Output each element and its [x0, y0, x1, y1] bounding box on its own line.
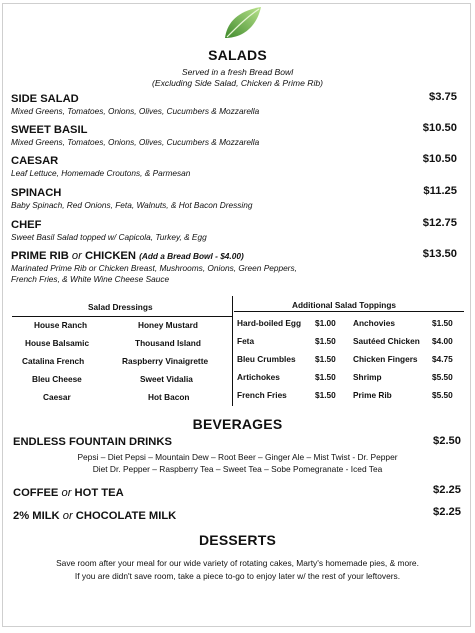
item-price: $3.75 — [429, 91, 457, 103]
topping-name: Chicken Fingers — [353, 354, 418, 364]
salads-subtitle-note: (Excluding Side Salad, Chicken & Prime Rib) — [152, 78, 323, 88]
coffee-price: $2.25 — [433, 484, 461, 496]
dressing-item: Catalina French — [22, 356, 85, 366]
topping-price: $1.50 — [315, 336, 336, 346]
milk-item — [13, 510, 176, 522]
topping-price: $1.50 — [315, 390, 336, 400]
item-desc: Leaf Lettuce, Homemade Croutons, & Parmesan — [11, 168, 191, 178]
item-price: $11.25 — [423, 185, 457, 197]
table-divider — [232, 296, 233, 406]
menu-item-sweet-basil — [11, 124, 463, 148]
desserts-line: If you are didn't save room, take a piece to-go to enjoy later w/ the rest of your leftovers. — [74, 571, 401, 581]
item-or: or — [71, 250, 82, 262]
coffee-or: or — [61, 487, 72, 499]
menu-item-prime-rib — [11, 250, 463, 284]
dressing-item: Bleu Cheese — [32, 374, 82, 384]
menu-item-caesar — [11, 155, 463, 179]
desserts-title: DESSERTS — [198, 532, 277, 548]
menu-item-spinach — [11, 187, 463, 211]
item-desc: Marinated Prime Rib or Chicken Breast, Mushrooms, Onions, Green Peppers, — [11, 263, 297, 273]
item-name-a: PRIME RIB — [11, 250, 69, 262]
item-price: $13.50 — [422, 248, 457, 260]
item-price: $10.50 — [422, 153, 457, 165]
topping-name: Sautéed Chicken — [353, 336, 420, 346]
leaf-icon — [221, 5, 263, 41]
dressing-item: Raspberry Vinaigrette — [122, 356, 209, 366]
toppings-rule — [234, 311, 464, 312]
fountain-drinks-price: $2.50 — [433, 435, 461, 447]
item-name: CHEF — [11, 219, 42, 231]
fountain-drinks-name: ENDLESS FOUNTAIN DRINKS — [13, 436, 172, 448]
topping-price: $4.75 — [432, 354, 453, 364]
drink-list-line: Pepsi – Diet Pepsi – Mountain Dew – Root Beer – Ginger Ale – Mist Twist - Dr. Pepper — [77, 452, 398, 462]
dressing-item: Thousand Island — [135, 338, 201, 348]
item-name: CAESAR — [11, 155, 59, 167]
dressing-item: Honey Mustard — [138, 320, 198, 330]
coffee-name: COFFEE — [13, 487, 59, 499]
item-desc: Mixed Greens, Tomatoes, Onions, Olives, Cucumbers & Mozzarella — [11, 106, 260, 116]
topping-price: $5.50 — [432, 372, 453, 382]
item-desc: Sweet Basil Salad topped w/ Capicola, Turkey, & Egg — [11, 232, 207, 242]
coffee-item — [13, 487, 124, 499]
toppings-header: Additional Salad Toppings — [292, 300, 397, 310]
topping-price: $1.00 — [315, 318, 336, 328]
dressing-item: Hot Bacon — [148, 392, 190, 402]
item-name: SIDE SALAD — [11, 93, 79, 105]
topping-price: $1.50 — [315, 354, 336, 364]
dressing-item: House Balsamic — [25, 338, 90, 348]
milk-name: 2% MILK — [13, 510, 60, 522]
topping-name: Feta — [237, 336, 255, 346]
item-name: SWEET BASIL — [11, 124, 88, 136]
topping-price: $1.50 — [315, 372, 336, 382]
topping-price: $4.00 — [432, 336, 453, 346]
dressings-header: Salad Dressings — [88, 302, 153, 312]
topping-price: $5.50 — [432, 390, 453, 400]
topping-name: Shrimp — [353, 372, 382, 382]
salads-title: SALADS — [208, 47, 267, 63]
topping-price: $1.50 — [432, 318, 453, 328]
dressing-item: House Ranch — [34, 320, 88, 330]
item-price: $12.75 — [422, 217, 457, 229]
menu-item-side-salad — [11, 93, 463, 117]
chocolate-milk-name: CHOCOLATE MILK — [75, 510, 177, 522]
topping-name: Anchovies — [353, 318, 395, 328]
topping-name: French Fries — [237, 390, 287, 400]
item-price: $10.50 — [422, 122, 457, 134]
item-desc: Baby Spinach, Red Onions, Feta, Walnuts, & Hot Bacon Dressing — [11, 200, 253, 210]
dressing-item: Sweet Vidalia — [140, 374, 193, 384]
milk-price: $2.25 — [433, 506, 461, 518]
item-name — [11, 250, 463, 263]
item-name-b: CHICKEN — [84, 250, 136, 262]
topping-name: Prime Rib — [353, 390, 392, 400]
drink-list-line: Diet Dr. Pepper – Raspberry Tea – Sweet Tea – Sobe Pomegranate - Iced Tea — [92, 464, 383, 474]
item-name: SPINACH — [11, 187, 62, 199]
beverages-title: BEVERAGES — [192, 416, 283, 432]
menu-item-chef — [11, 219, 463, 243]
item-desc: Mixed Greens, Tomatoes, Onions, Olives, Cucumbers & Mozzarella — [11, 137, 260, 147]
salads-subtitle: Served in a fresh Bread Bowl — [181, 67, 294, 77]
topping-name: Bleu Crumbles — [237, 354, 296, 364]
item-note: (Add a Bread Bowl - $4.00) — [139, 251, 244, 261]
topping-name: Hard-boiled Egg — [237, 318, 302, 328]
topping-name: Artichokes — [237, 372, 280, 382]
dressings-rule — [12, 316, 232, 317]
desserts-line: Save room after your meal for our wide variety of rotating cakes, Marty's homemade pies, & more. — [56, 558, 419, 568]
item-desc-2: French Fries, & White Wine Cheese Sauce — [11, 273, 170, 284]
tea-name: HOT TEA — [74, 487, 124, 499]
milk-or: or — [62, 510, 73, 522]
dressing-item: Caesar — [43, 392, 71, 402]
